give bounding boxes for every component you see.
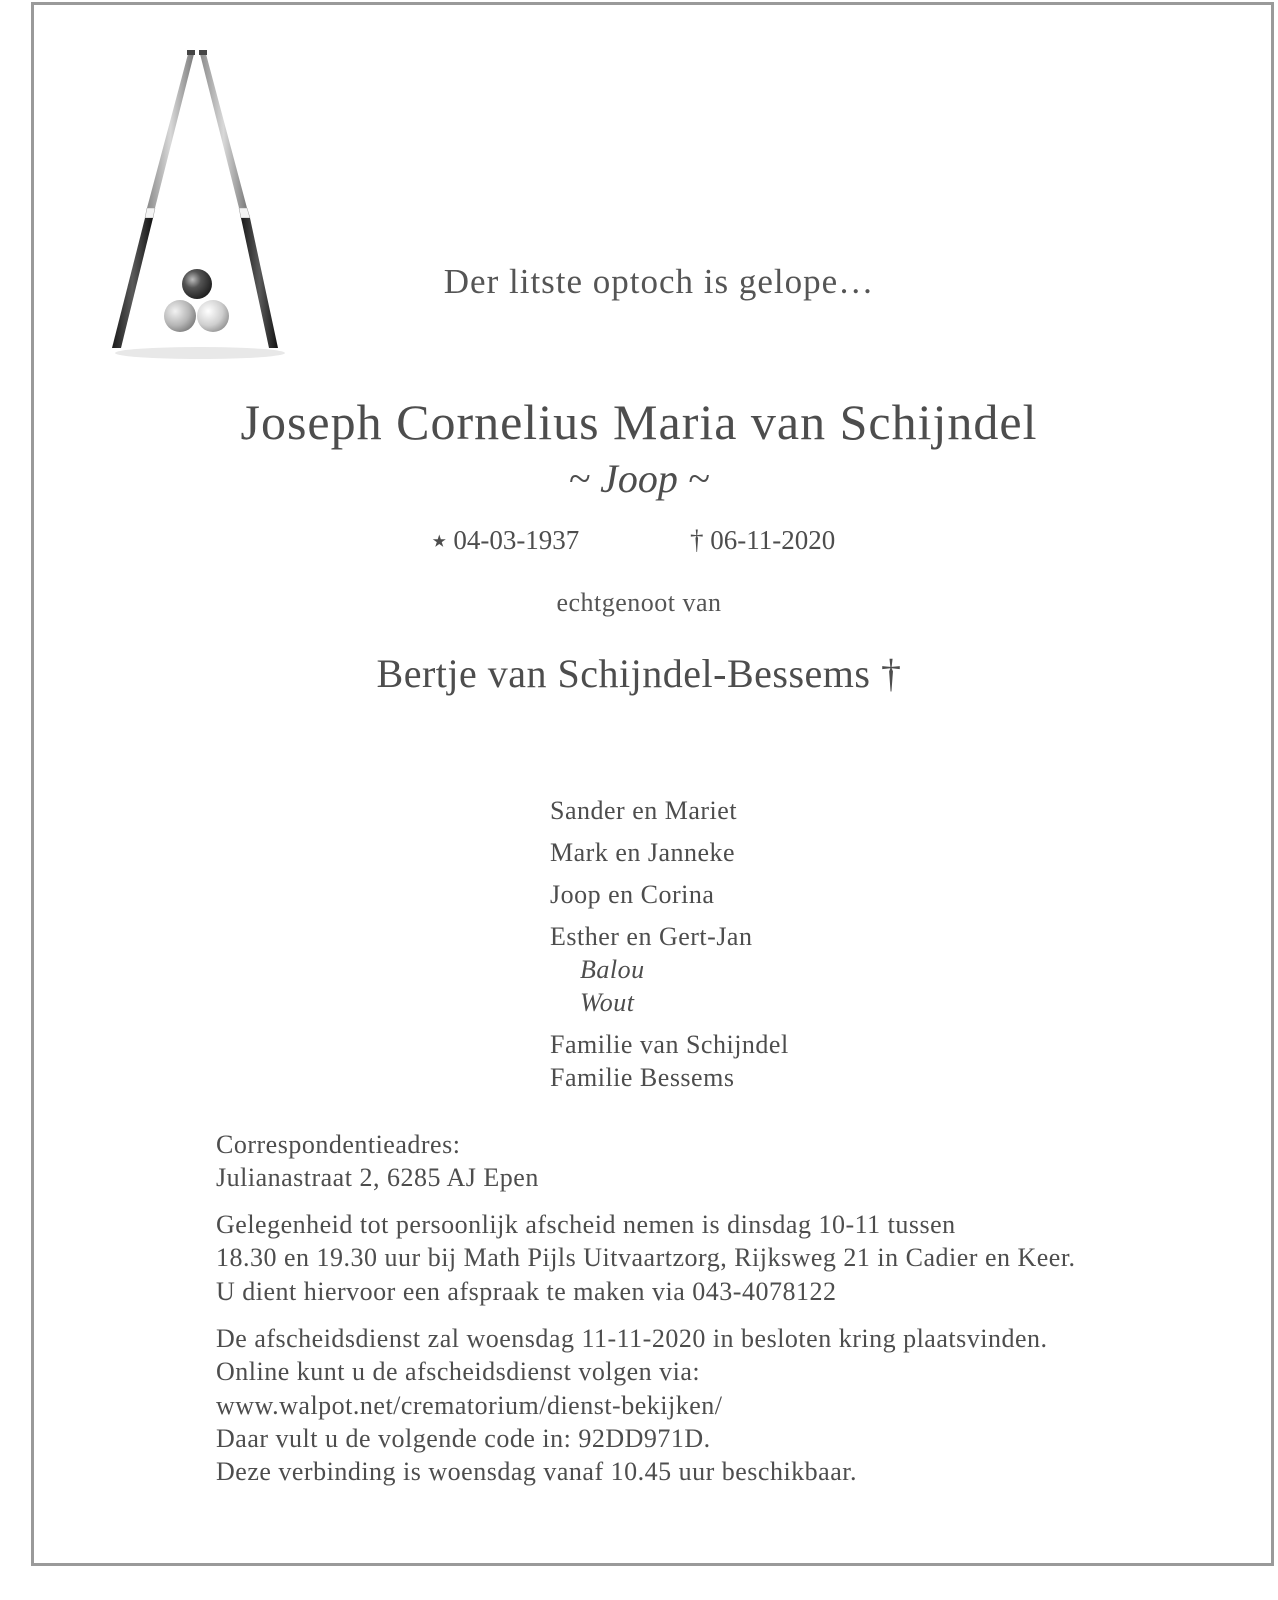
service-line: Daar vult u de volgende code in: 92DD971D.	[216, 1424, 711, 1453]
farewell-line: 18.30 en 19.30 uur bij Math Pijls Uitvaartzorg, Rijksweg 21 in Cadier en Keer.	[216, 1243, 1076, 1272]
family-child: Mark en Janneke	[550, 838, 736, 867]
correspondence-label: Correspondentieadres:	[216, 1130, 461, 1159]
grandchild: Wout	[580, 988, 635, 1017]
deceased-nickname: ~ Joop ~	[568, 456, 710, 501]
death-date: † 06-11-2020	[690, 525, 836, 555]
service-line: De afscheidsdienst zal woensdag 11-11-2020 in besloten kring plaatsvinden.	[216, 1324, 1048, 1353]
family-child: Joop en Corina	[550, 880, 715, 909]
deceased-name: Joseph Cornelius Maria van Schijndel	[240, 394, 1038, 450]
farewell-line: U dient hiervoor een afspraak te maken via 043-4078122	[216, 1277, 837, 1306]
family-child: Esther en Gert-Jan	[550, 922, 753, 951]
correspondence-address: Julianastraat 2, 6285 AJ Epen	[216, 1163, 539, 1192]
motto: Der litste optoch is gelope…	[443, 262, 875, 301]
billiard-cues-icon	[100, 48, 300, 368]
family-group: Familie Bessems	[550, 1063, 735, 1092]
service-line: Online kunt u de afscheidsdienst volgen via:	[216, 1357, 701, 1386]
light-ball-right	[197, 300, 229, 332]
family-child: Sander en Mariet	[550, 796, 738, 825]
service-line: Deze verbinding is woensdag vanaf 10.45 uur beschikbaar.	[216, 1457, 857, 1486]
grandchild: Balou	[580, 955, 645, 984]
birth-date: ⭑ 04-03-1937	[432, 525, 580, 555]
light-ball-left	[164, 300, 196, 332]
spouse-label: echtgenoot van	[556, 588, 722, 617]
farewell-line: Gelegenheid tot persoonlijk afscheid nemen is dinsdag 10-11 tussen	[216, 1210, 956, 1239]
service-url: www.walpot.net/crematorium/dienst-bekijken/	[216, 1391, 723, 1420]
spouse-name: Bertje van Schijndel-Bessems †	[376, 651, 902, 696]
family-group: Familie van Schijndel	[550, 1030, 789, 1059]
